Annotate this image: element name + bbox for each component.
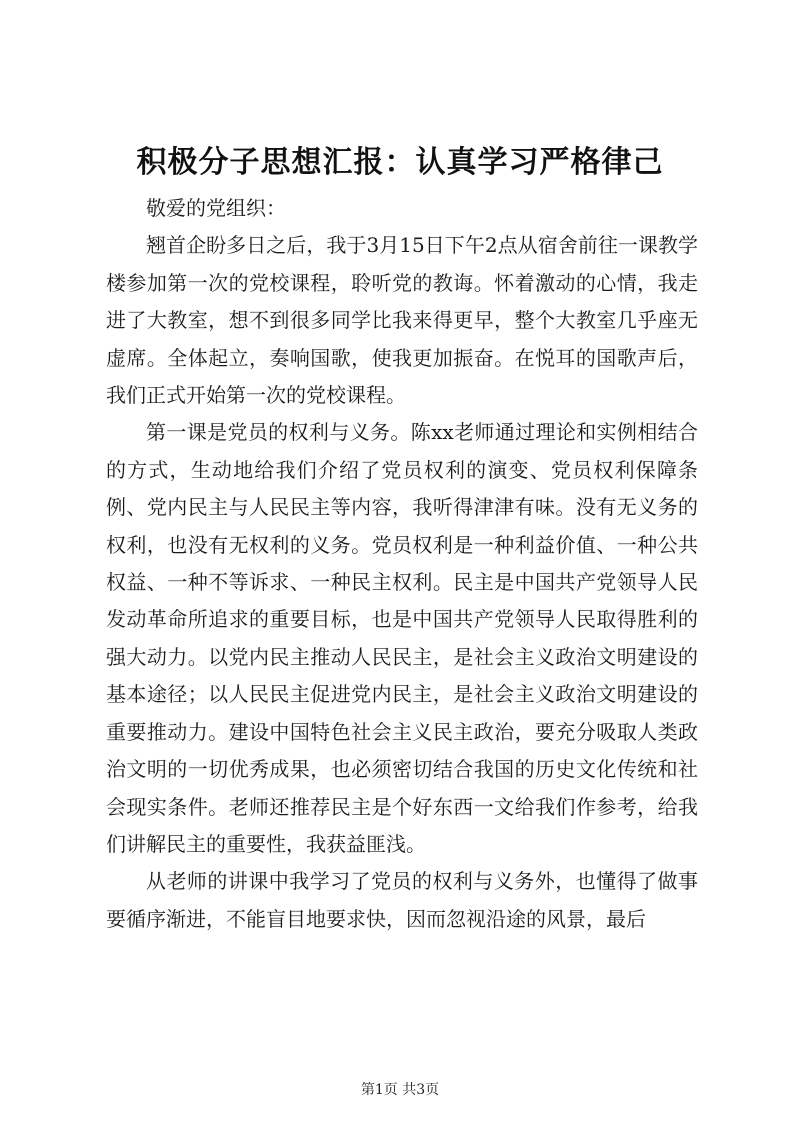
page-number: 第1页 共3页 bbox=[360, 1082, 440, 1098]
body-paragraph-1: 翘首企盼多日之后，我于3月15日下午2点从宿舍前往一课教学楼参加第一次的党校课程，聆听党的教诲。怀着激动的心情，我走进了大教室，想不到很多同学比我来得更早，整个大教室几乎座无虚席。全体起立，奏响国歌，使我更加振奋。在悦耳的国歌声后，我们正式开始第一次的党校课程。 bbox=[106, 233, 698, 408]
document-title: 积极分子思想汇报：认真学习严格律己 bbox=[136, 145, 664, 180]
salutation: 敬爱的党组织： bbox=[146, 196, 286, 220]
body-paragraph-2: 第一课是党员的权利与义务。陈xx老师通过理论和实例相结合的方式，生动地给我们介绍了党员权利的演变、党员权利保障条例、党内民主与人民民主等内容，我听得津津有味。没有无义务的权利，也没有无权利的义务。党员权利是一种利益价值、一种公共权益、一种不等诉求、一种民主权利。民主是中国共产党领导人民发动革命所追求的重要目标，也是中国共产党领导人民取得胜利的强大动力。以党内民主推动人民民主，是社会主义政治文明建设的基本途径；以人民民主促进党内民主，是社会主义政治文明建设的重要推动力。建设中国特色社会主义民主政治，要充分吸取人类政治文明的一切优秀成果，也必须密切结合我国的历史文化传统和社会现实条件。老师还推荐民主是个好东西一文给我们作参考，给我们讲解民主的重要性，我获益匪浅。 bbox=[106, 420, 698, 856]
document-body bbox=[106, 190, 698, 938]
body-paragraph-3: 从老师的讲课中我学习了党员的权利与义务外，也懂得了做事要循序渐进，不能盲目地要求快，因而忽视沿途的风景，最后 bbox=[106, 869, 698, 931]
